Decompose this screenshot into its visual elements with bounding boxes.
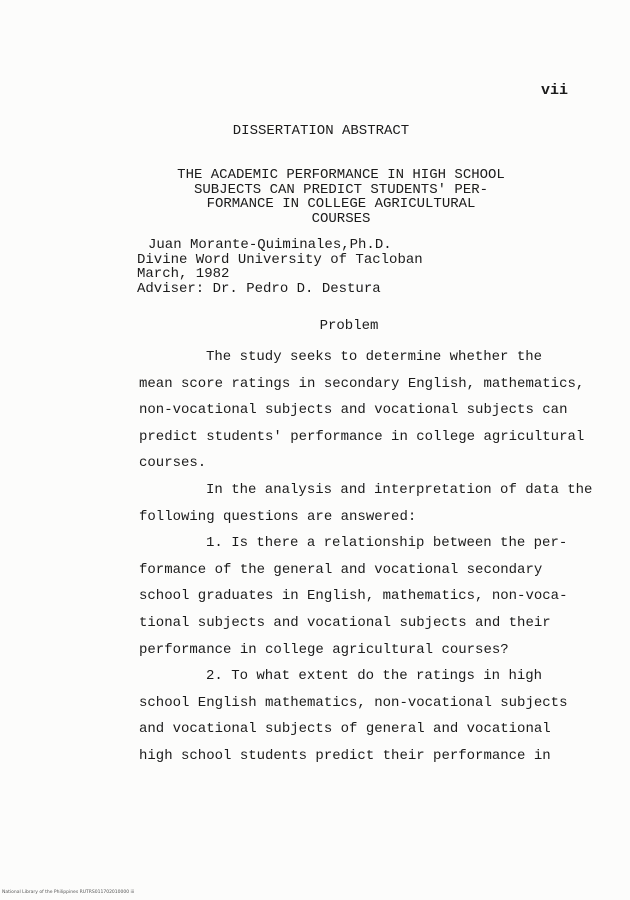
body-line: mean score ratings in secondary English, mathematics, [139,375,585,392]
title-line: COURSES [311,210,371,227]
body-text [139,346,599,772]
body-line: school English mathematics, non-vocational subjects [139,694,568,711]
title-line: SUBJECTS CAN PREDICT STUDENTS' PER- [193,181,489,198]
body-line: following questions are answered: [139,508,417,525]
body-line: predict students' performance in college agricultural [139,428,585,445]
body-line: high school students predict their performance in [139,747,551,764]
dissertation-title [0,168,630,226]
title-line: THE ACADEMIC PERFORMANCE IN HIGH SCHOOL [177,167,505,183]
adviser: Adviser: Dr. Pedro D. Destura [137,280,381,297]
title-line: FORMANCE IN COLLEGE AGRICULTURAL [206,196,476,212]
body-line: and vocational subjects of general and vocational [139,721,551,738]
body-line: school graduates in English, mathematics, non-voca- [139,588,568,605]
body-line: 2. To what extent do the ratings in high [206,668,543,685]
body-line: 1. Is there a relationship between the per- [206,535,568,552]
author-name: Juan Morante-Quiminales,Ph.D. [148,237,392,253]
body-line: courses. [139,455,207,472]
body-line: non-vocational subjects and vocational subjects can [139,402,568,419]
dissertation-heading: DISSERTATION ABSTRACT [232,123,410,139]
body-line: formance of the general and vocational secondary [139,561,543,578]
page-number: vii [541,82,569,99]
date: March, 1982 [137,266,230,282]
institution: Divine Word University of Tacloban [137,251,423,268]
author-block [137,238,423,296]
body-line: tional subjects and vocational subjects and their [139,614,551,631]
body-line: performance in college agricultural courses? [139,641,509,658]
section-heading: Problem [319,318,379,334]
body-line: In the analysis and interpretation of data the [206,481,593,498]
body-line: The study seeks to determine whether the [206,349,543,365]
scan-footer: National Library of the Philippines RUTRS011702010000 iii [2,890,135,895]
